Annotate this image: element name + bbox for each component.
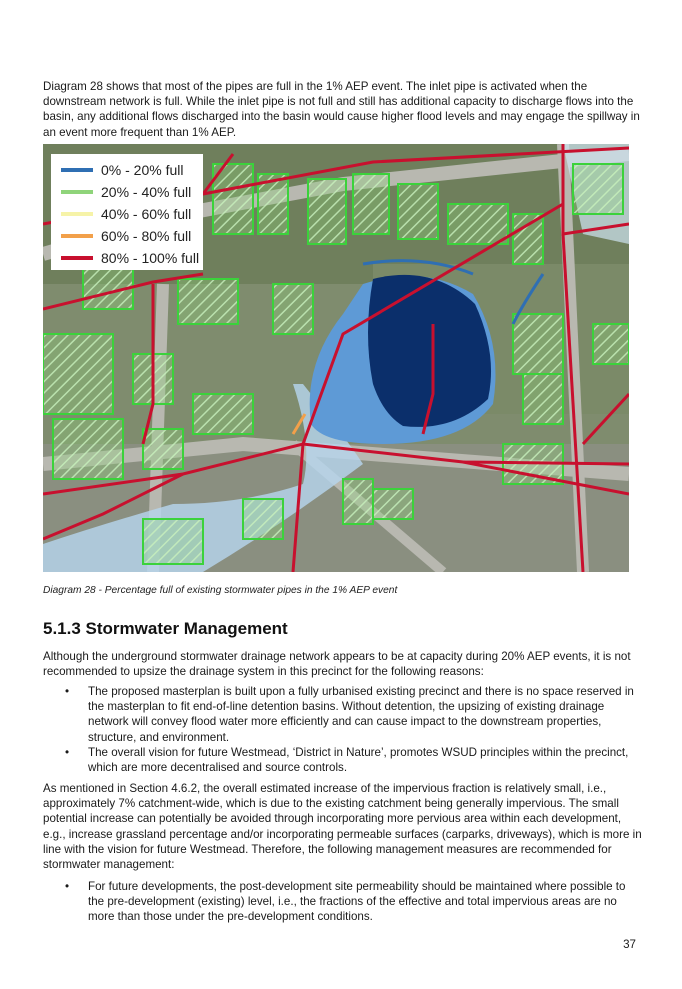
legend-label: 80% - 100% full [101, 250, 200, 266]
list-item [43, 745, 643, 775]
legend-item [61, 248, 199, 268]
list-item [43, 879, 643, 925]
map-legend [51, 154, 203, 270]
legend-swatch [61, 234, 93, 238]
bullet-icon: • [65, 745, 70, 759]
legend-label: 40% - 60% full [101, 206, 192, 222]
measures-list [43, 879, 643, 925]
page-number: 37 [623, 938, 636, 951]
legend-item [61, 226, 191, 246]
body-paragraph: As mentioned in Section 4.6.2, the overall estimated increase of the impervious fraction is relatively small, i.e., approximately 7% catchment-wide, which is due to the existing catchment being generally impervious. The small potential increase can potentially be avoided through incorporating more pervious area within each development, e.g., increase grassland percentage and/or incorporating permeable surfaces (carparks, driveways), which is more in line with the vision for future Westmead. Therefore, the following management measures are recommended for stormwater management: [43, 782, 642, 872]
list-item-text: The overall vision for future Westmead, ‘District in Nature’, promotes WSUD principles within the precinct, which are more decentralised and source controls. [88, 745, 629, 775]
legend-label: 20% - 40% full [101, 184, 192, 200]
legend-label: 60% - 80% full [101, 228, 192, 244]
legend-label: 0% - 20% full [101, 162, 184, 178]
list-item-text: The proposed masterplan is built upon a fully urbanised existing precinct and there is no space reserved in the masterplan to fit end-of-line detention basins. Without detention, the upsizing of existing drainage network will convey flood water more efficiently and can cause impact to the downstream properties, structure, and environment. [88, 685, 634, 744]
bullet-icon: • [65, 880, 70, 893]
legend-swatch [61, 168, 93, 172]
stormwater-map [43, 144, 629, 572]
legend-item [61, 160, 183, 180]
intro-paragraph: Diagram 28 shows that most of the pipes are full in the 1% AEP event. The inlet pipe is activated when the downstream network is full. While the inlet pipe is not full and still has additional capacity to discharge flows into the basin, any additional flows discharged into the basin would cause higher flood levels and may engage the spillway in an event more frequent than 1% AEP. [43, 80, 640, 139]
legend-item [61, 204, 191, 224]
section-heading: 5.1.3 Stormwater Management [43, 619, 288, 638]
list-item-text: For future developments, the post-development site permeability should be maintained where possible to the pre-development (existing) level, i.e., the fractions of the effective and total impervious areas are no more than those under the pre-development conditions. [88, 880, 626, 924]
legend-swatch [61, 212, 93, 216]
figure-caption: Diagram 28 - Percentage full of existing stormwater pipes in the 1% AEP event [43, 585, 398, 596]
legend-swatch [61, 190, 93, 194]
section-intro-paragraph: Although the underground stormwater drainage network appears to be at capacity during 20% AEP events, it is not recommended to upsize the drainage system in this precinct for the following reasons: [43, 650, 631, 679]
legend-swatch [61, 256, 93, 260]
bullet-icon: • [65, 685, 70, 698]
list-item [43, 684, 643, 745]
reasons-list [43, 684, 643, 775]
legend-item [61, 182, 191, 202]
